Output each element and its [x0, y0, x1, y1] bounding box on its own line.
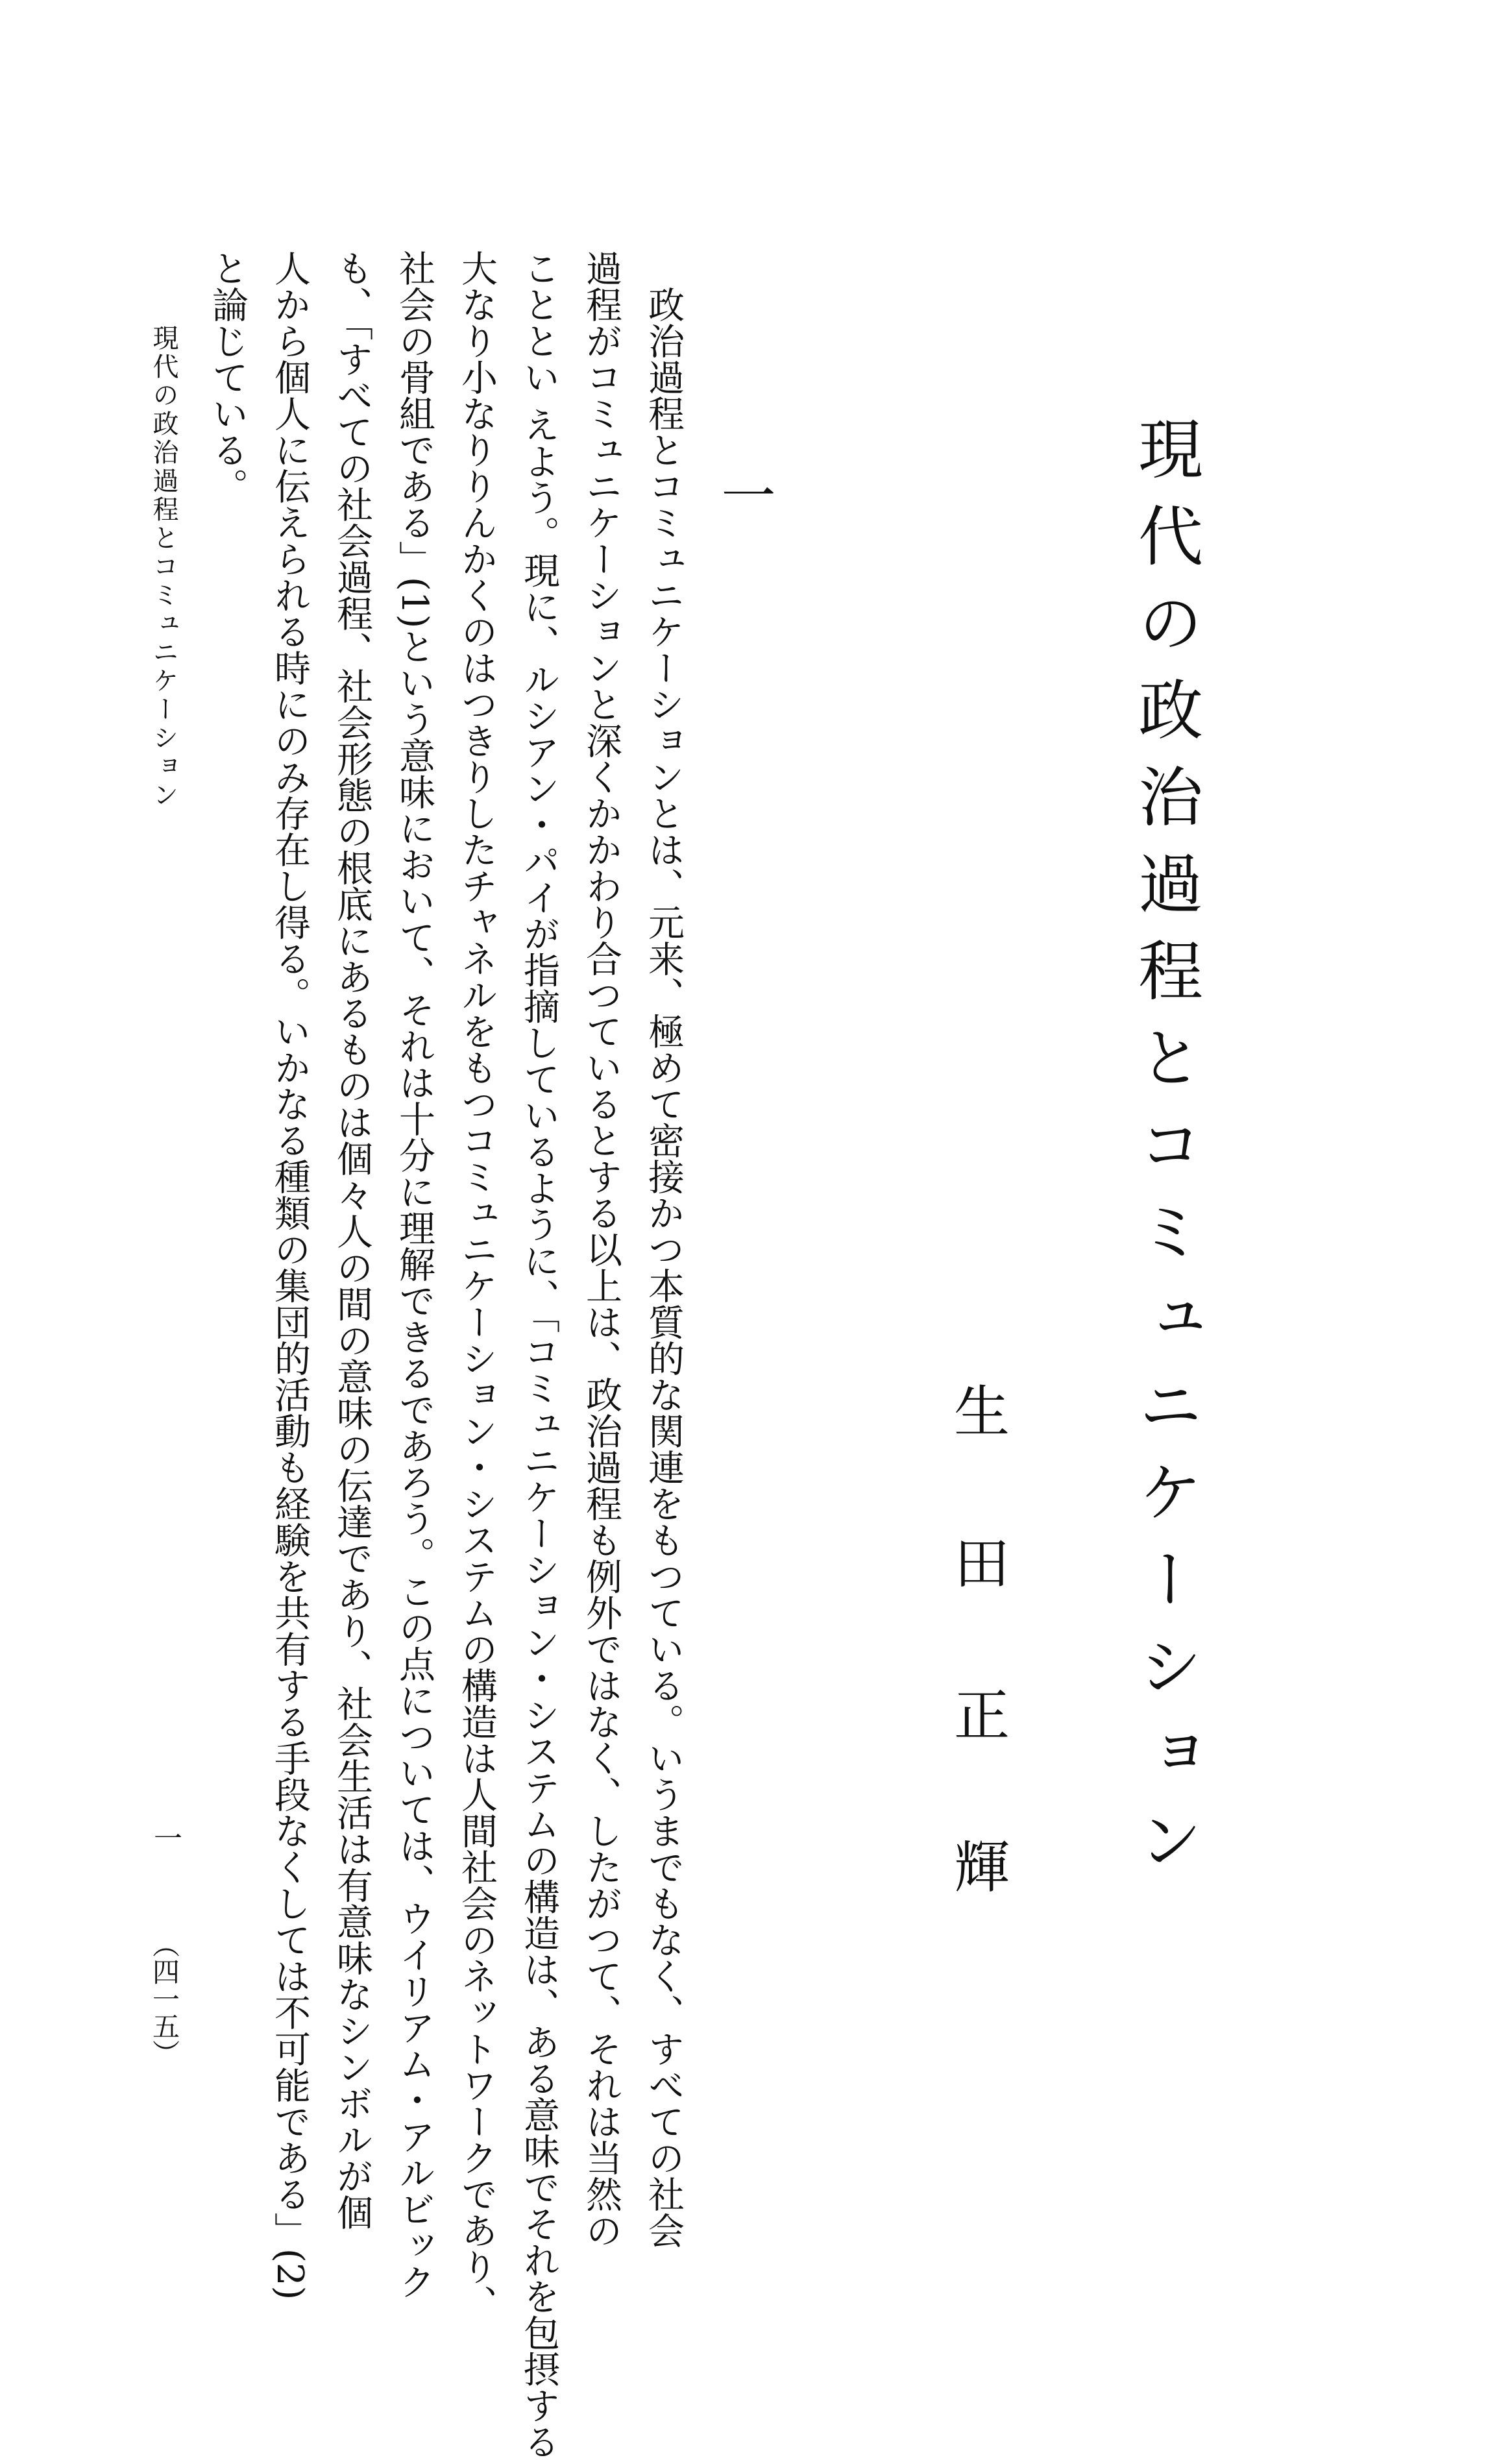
- body-line: 大なり小なりりんかくのはつきりしたチャネルをもつコミュニケーション・システムの構造は人間社会のネットワークであり、: [456, 250, 498, 2321]
- body-line: こととい えよう。現に、ルシアン・パイが指摘しているように、「コミュニケーション・システムの構造は、ある意味でそれを包摂する: [518, 250, 560, 2460]
- body-text: [201, 250, 694, 2460]
- body-line: 社会の骨組である」(1)という意味において、それは十分に理解できるであろう。この点については、ウイリアム・アルビック: [393, 250, 435, 2300]
- volume-page-number: （四一五）: [149, 1930, 180, 2067]
- body-line: 政治過程とコミュニケーションとは、元来、極めて密接かつ本質的な関連をもつている。いうまでもなく、すべての社会: [642, 286, 685, 2248]
- page-number: 一: [149, 1823, 182, 1852]
- running-title: 現代の政治過程とコミュニケーション: [149, 324, 178, 810]
- article-title: 現代の政治過程とコミュニケーション: [1127, 415, 1203, 1894]
- body-line: 過程がコミュニケーションと深くかかわり合つているとする以上は、政治過程も例外ではなく、したがつて、それは当然の: [580, 250, 622, 2248]
- body-line: も、「すべての社会過程、社会形態の根底にあるものは個々人の間の意味の伝達であり、社会生活は有意味なシンボルが個: [331, 250, 373, 2230]
- body-line: 人から個人に伝えられる時にのみ存在し得る。いかなる種類の集団的活動も経験を共有する手段なくしては不可能である」(2): [269, 250, 311, 2300]
- body-line: と論じている。: [206, 250, 249, 504]
- section-number: 一: [713, 467, 776, 522]
- author-name: 生田正輝: [944, 1382, 1009, 1990]
